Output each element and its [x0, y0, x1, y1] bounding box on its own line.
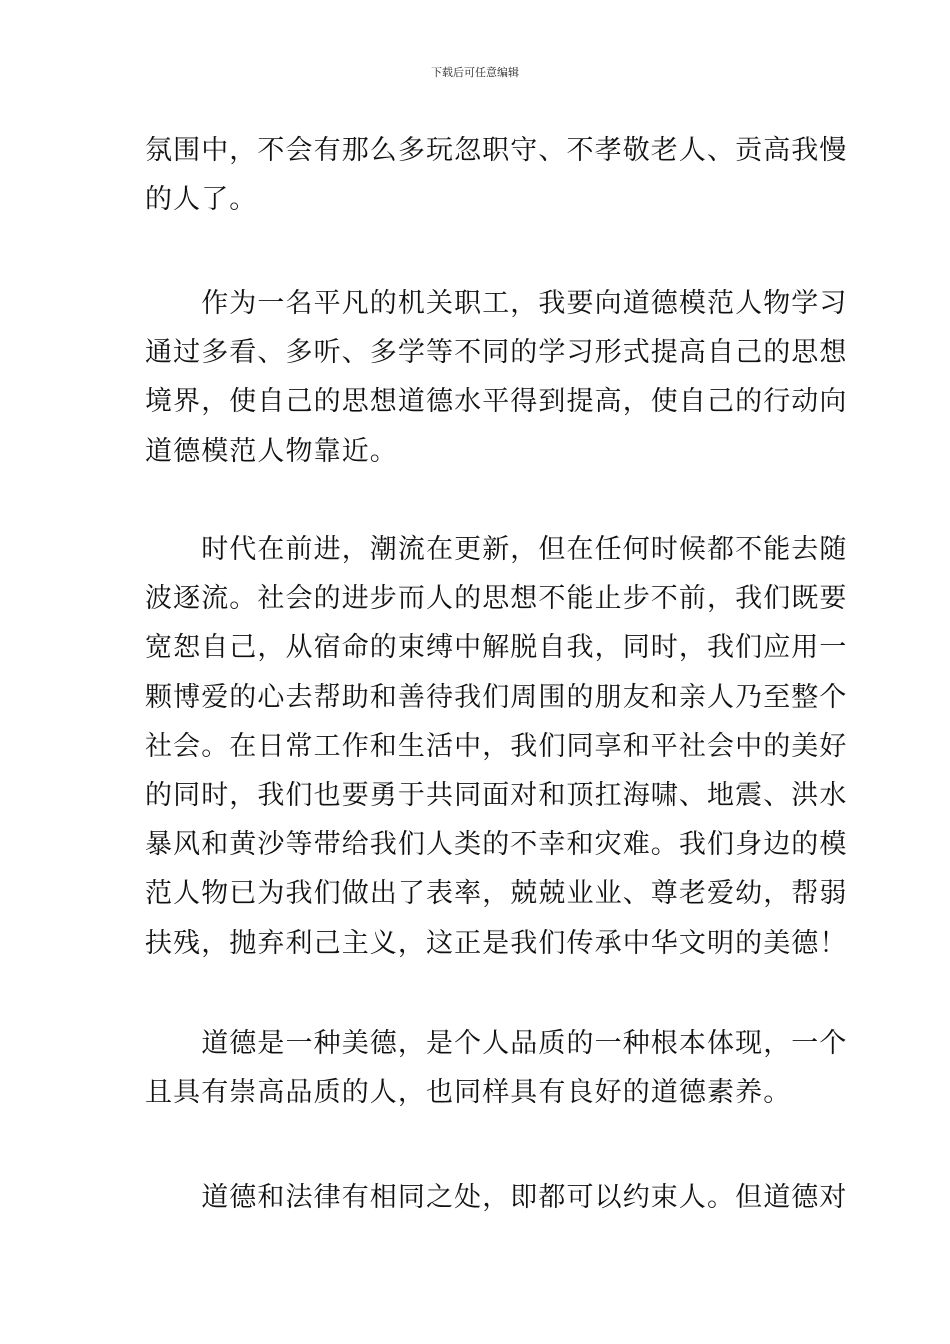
text-line: 境界，使自己的思想道德水平得到提高，使自己的行动向 — [145, 386, 848, 418]
text-line: 的人了。 — [145, 184, 258, 216]
text-line: 道德是一种美德，是个人品质的一种根本体现，一个 — [145, 1028, 848, 1059]
paragraph-2 — [145, 279, 848, 476]
text-line: 的同时，我们也要勇于共同面对和顶扛海啸、地震、洪水 — [145, 780, 848, 812]
text-line: 氛围中，不会有那么多玩忽职守、不孝敬老人、贡高我慢 — [145, 135, 848, 166]
text-line: 宽恕自己，从宿命的束缚中解脱自我，同时，我们应用一 — [145, 632, 848, 664]
text-line: 作为一名平凡的机关职工，我要向道德模范人物学习 — [145, 288, 848, 319]
text-line: 波逐流。社会的进步而人的思想不能止步不前，我们既要 — [145, 583, 848, 615]
text-line: 通过多看、多听、多学等不同的学习形式提高自己的思想 — [145, 337, 848, 369]
text-line: 道德模范人物靠近。 — [145, 435, 398, 467]
text-line: 且具有崇高品质的人，也同样具有良好的道德素养。 — [145, 1077, 792, 1109]
text-line: 颗博爱的心去帮助和善待我们周围的朋友和亲人乃至整个 — [145, 681, 848, 713]
text-line: 暴风和黄沙等带给我们人类的不幸和灾难。我们身边的模 — [145, 829, 848, 861]
text-line: 扶残，抛弃利己主义，这正是我们传承中华文明的美德！ — [145, 927, 848, 959]
paragraph-4 — [145, 1019, 848, 1117]
header-note: 下载后可任意编辑 — [431, 66, 519, 79]
text-line: 社会。在日常工作和生活中，我们同享和平社会中的美好 — [145, 730, 848, 762]
paragraph-3 — [145, 525, 848, 968]
text-line: 范人物已为我们做出了表率，兢兢业业、尊老爱幼，帮弱 — [145, 878, 848, 910]
text-line: 时代在前进，潮流在更新，但在任何时候都不能去随 — [145, 534, 848, 565]
text-line: 道德和法律有相同之处，即都可以约束人。但道德对 — [145, 1182, 848, 1213]
paragraph-1 — [145, 126, 848, 224]
paragraph-5 — [145, 1173, 848, 1222]
